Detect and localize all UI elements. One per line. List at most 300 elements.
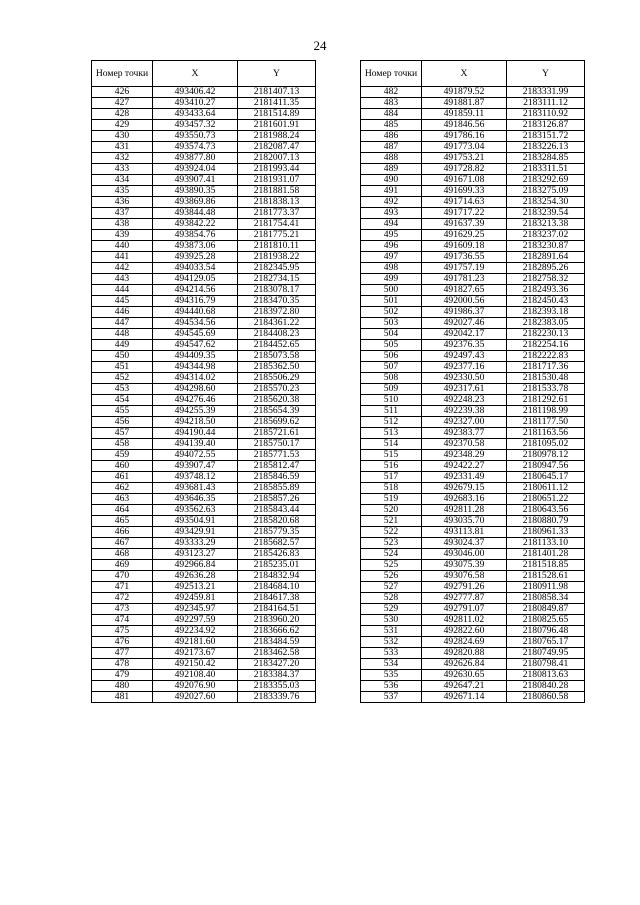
cell-point-number: 487 (361, 142, 422, 153)
table-row (92, 87, 316, 98)
cell-y: 2183339.76 (238, 692, 316, 703)
cell-x: 492248.23 (422, 395, 507, 406)
cell-point-number: 449 (92, 340, 153, 351)
cell-point-number: 489 (361, 164, 422, 175)
cell-point-number: 464 (92, 505, 153, 516)
table-row (361, 450, 585, 461)
cell-point-number: 527 (361, 582, 422, 593)
cell-y: 2182254.16 (507, 340, 585, 351)
cell-y: 2183078.17 (238, 285, 316, 296)
cell-point-number: 473 (92, 604, 153, 615)
cell-point-number: 525 (361, 560, 422, 571)
cell-x: 492459.81 (153, 593, 238, 604)
table-row (92, 659, 316, 670)
cell-point-number: 458 (92, 439, 153, 450)
table-row (92, 637, 316, 648)
cell-y: 2185362.50 (238, 362, 316, 373)
table-row (361, 527, 585, 538)
cell-x: 493046.00 (422, 549, 507, 560)
cell-point-number: 536 (361, 681, 422, 692)
table-row (361, 197, 585, 208)
cell-x: 491714.63 (422, 197, 507, 208)
cell-y: 2185620.38 (238, 395, 316, 406)
cell-y: 2180651.22 (507, 494, 585, 505)
table-row (361, 307, 585, 318)
table-header-row (92, 61, 316, 87)
cell-point-number: 477 (92, 648, 153, 659)
cell-y: 2182230.13 (507, 329, 585, 340)
cell-point-number: 533 (361, 648, 422, 659)
cell-point-number: 530 (361, 615, 422, 626)
table-row (92, 153, 316, 164)
cell-x: 491773.04 (422, 142, 507, 153)
table-row (361, 230, 585, 241)
cell-y: 2184408.23 (238, 329, 316, 340)
cell-y: 2180825.65 (507, 615, 585, 626)
cell-x: 492370.58 (422, 439, 507, 450)
table-row (361, 98, 585, 109)
cell-point-number: 501 (361, 296, 422, 307)
table-row (361, 593, 585, 604)
cell-point-number: 461 (92, 472, 153, 483)
cell-x: 492327.00 (422, 417, 507, 428)
cell-x: 492348.29 (422, 450, 507, 461)
cell-point-number: 444 (92, 285, 153, 296)
table-row (361, 373, 585, 384)
table-row (92, 670, 316, 681)
cell-y: 2181881.58 (238, 186, 316, 197)
table-row (92, 395, 316, 406)
table-row (92, 417, 316, 428)
table-body-left (92, 87, 316, 703)
cell-point-number: 456 (92, 417, 153, 428)
header-point-number: Номер точки (361, 61, 422, 87)
cell-point-number: 481 (92, 692, 153, 703)
cell-y: 2185073.58 (238, 351, 316, 362)
cell-point-number: 529 (361, 604, 422, 615)
cell-y: 2185779.35 (238, 527, 316, 538)
table-row (361, 109, 585, 120)
table-row (361, 461, 585, 472)
table-row (92, 604, 316, 615)
cell-point-number: 507 (361, 362, 422, 373)
table-row (92, 296, 316, 307)
table-row (361, 516, 585, 527)
cell-x: 494344.98 (153, 362, 238, 373)
cell-y: 2180947.56 (507, 461, 585, 472)
cell-point-number: 433 (92, 164, 153, 175)
table-row (92, 516, 316, 527)
cell-y: 2180643.56 (507, 505, 585, 516)
cell-y: 2180798.41 (507, 659, 585, 670)
cell-x: 493035.70 (422, 516, 507, 527)
cell-point-number: 467 (92, 538, 153, 549)
cell-y: 2181775.21 (238, 230, 316, 241)
cell-x: 493574.73 (153, 142, 238, 153)
table-row (361, 406, 585, 417)
cell-y: 2182087.47 (238, 142, 316, 153)
cell-point-number: 432 (92, 153, 153, 164)
table-row (361, 318, 585, 329)
table-row (361, 494, 585, 505)
table-row (92, 109, 316, 120)
cell-y: 2184361.22 (238, 318, 316, 329)
table-row (361, 186, 585, 197)
cell-point-number: 532 (361, 637, 422, 648)
cell-point-number: 531 (361, 626, 422, 637)
cell-x: 492636.28 (153, 571, 238, 582)
cell-x: 491786.16 (422, 131, 507, 142)
cell-point-number: 430 (92, 131, 153, 142)
cell-point-number: 440 (92, 241, 153, 252)
cell-point-number: 479 (92, 670, 153, 681)
table-row (361, 538, 585, 549)
cell-x: 492422.27 (422, 461, 507, 472)
table-row (361, 142, 585, 153)
cell-y: 2183111.12 (507, 98, 585, 109)
cell-x: 492330.50 (422, 373, 507, 384)
cell-x: 492383.77 (422, 428, 507, 439)
cell-y: 2183331.99 (507, 87, 585, 98)
cell-x: 492173.67 (153, 648, 238, 659)
cell-x: 494276.46 (153, 395, 238, 406)
cell-point-number: 448 (92, 329, 153, 340)
cell-y: 2181754.41 (238, 219, 316, 230)
cell-y: 2185812.47 (238, 461, 316, 472)
cell-y: 2181938.22 (238, 252, 316, 263)
cell-point-number: 453 (92, 384, 153, 395)
cell-point-number: 518 (361, 483, 422, 494)
cell-x: 491699.33 (422, 186, 507, 197)
cell-y: 2185235.01 (238, 560, 316, 571)
cell-x: 492820.88 (422, 648, 507, 659)
cell-point-number: 485 (361, 120, 422, 131)
cell-point-number: 488 (361, 153, 422, 164)
table-row (361, 483, 585, 494)
cell-point-number: 451 (92, 362, 153, 373)
cell-y: 2181931.07 (238, 175, 316, 186)
cell-point-number: 475 (92, 626, 153, 637)
cell-y: 2182222.83 (507, 351, 585, 362)
cell-point-number: 443 (92, 274, 153, 285)
cell-x: 493333.29 (153, 538, 238, 549)
cell-x: 491986.37 (422, 307, 507, 318)
cell-x: 493504.91 (153, 516, 238, 527)
cell-point-number: 457 (92, 428, 153, 439)
cell-point-number: 535 (361, 670, 422, 681)
cell-x: 491717.22 (422, 208, 507, 219)
cell-point-number: 510 (361, 395, 422, 406)
cell-x: 494534.56 (153, 318, 238, 329)
cell-x: 492317.61 (422, 384, 507, 395)
cell-y: 2180813.63 (507, 670, 585, 681)
table-row (92, 340, 316, 351)
cell-x: 494545.69 (153, 329, 238, 340)
cell-point-number: 471 (92, 582, 153, 593)
table-row (92, 252, 316, 263)
cell-y: 2185682.57 (238, 538, 316, 549)
cell-point-number: 436 (92, 197, 153, 208)
cell-y: 2181163.56 (507, 428, 585, 439)
cell-y: 2180860.58 (507, 692, 585, 703)
cell-x: 493076.58 (422, 571, 507, 582)
cell-y: 2181533.78 (507, 384, 585, 395)
table-row (92, 494, 316, 505)
cell-x: 492822.60 (422, 626, 507, 637)
table-row (92, 120, 316, 131)
table-row (92, 263, 316, 274)
table-row (361, 439, 585, 450)
table-row (361, 615, 585, 626)
cell-point-number: 476 (92, 637, 153, 648)
cell-y: 2181773.37 (238, 208, 316, 219)
cell-x: 493907.41 (153, 175, 238, 186)
cell-y: 2182383.05 (507, 318, 585, 329)
cell-x: 493907.47 (153, 461, 238, 472)
table-row (92, 164, 316, 175)
cell-x: 494129.05 (153, 274, 238, 285)
table-row (92, 384, 316, 395)
cell-x: 493877.80 (153, 153, 238, 164)
cell-point-number: 496 (361, 241, 422, 252)
cell-y: 2181810.11 (238, 241, 316, 252)
table-row (361, 648, 585, 659)
cell-y: 2183151.72 (507, 131, 585, 142)
table-row (361, 362, 585, 373)
cell-y: 2182895.26 (507, 263, 585, 274)
cell-x: 492791.07 (422, 604, 507, 615)
cell-y: 2184452.65 (238, 340, 316, 351)
cell-y: 2181177.50 (507, 417, 585, 428)
cell-y: 2180880.79 (507, 516, 585, 527)
cell-point-number: 521 (361, 516, 422, 527)
cell-point-number: 490 (361, 175, 422, 186)
table-row (361, 153, 585, 164)
cell-y: 2180978.12 (507, 450, 585, 461)
cell-point-number: 470 (92, 571, 153, 582)
cell-x: 492027.60 (153, 692, 238, 703)
cell-point-number: 445 (92, 296, 153, 307)
table-row (361, 208, 585, 219)
cell-x: 491757.19 (422, 263, 507, 274)
cell-x: 492671.14 (422, 692, 507, 703)
cell-y: 2180765.17 (507, 637, 585, 648)
table-row (361, 219, 585, 230)
cell-y: 2185857.26 (238, 494, 316, 505)
cell-point-number: 511 (361, 406, 422, 417)
cell-y: 2182734.15 (238, 274, 316, 285)
table-row (361, 120, 585, 131)
table-row (361, 549, 585, 560)
cell-x: 492331.49 (422, 472, 507, 483)
cell-x: 491736.55 (422, 252, 507, 263)
cell-x: 491671.08 (422, 175, 507, 186)
cell-point-number: 478 (92, 659, 153, 670)
cell-y: 2183311.51 (507, 164, 585, 175)
cell-y: 2180840.28 (507, 681, 585, 692)
cell-y: 2185771.53 (238, 450, 316, 461)
cell-y: 2183355.03 (238, 681, 316, 692)
cell-point-number: 523 (361, 538, 422, 549)
cell-y: 2181411.35 (238, 98, 316, 109)
cell-y: 2185820.68 (238, 516, 316, 527)
cell-point-number: 509 (361, 384, 422, 395)
cell-y: 2185506.29 (238, 373, 316, 384)
cell-x: 494190.44 (153, 428, 238, 439)
table-row (92, 582, 316, 593)
cell-x: 493024.37 (422, 538, 507, 549)
cell-point-number: 447 (92, 318, 153, 329)
table-row (361, 571, 585, 582)
cell-point-number: 506 (361, 351, 422, 362)
cell-point-number: 484 (361, 109, 422, 120)
table-row (361, 274, 585, 285)
header-x: X (422, 61, 507, 87)
cell-point-number: 429 (92, 120, 153, 131)
header-x: X (153, 61, 238, 87)
cell-y: 2184617.38 (238, 593, 316, 604)
table-row (361, 560, 585, 571)
cell-point-number: 482 (361, 87, 422, 98)
cell-x: 494139.40 (153, 439, 238, 450)
cell-y: 2180858.34 (507, 593, 585, 604)
cell-point-number: 503 (361, 318, 422, 329)
cell-y: 2182007.13 (238, 153, 316, 164)
cell-y: 2183484.59 (238, 637, 316, 648)
table-row (361, 417, 585, 428)
cell-y: 2181514.89 (238, 109, 316, 120)
table-row (92, 505, 316, 516)
cell-point-number: 431 (92, 142, 153, 153)
table-row (92, 593, 316, 604)
table-row (361, 626, 585, 637)
cell-y: 2183666.62 (238, 626, 316, 637)
table-row (361, 241, 585, 252)
cell-x: 492027.46 (422, 318, 507, 329)
cell-point-number: 480 (92, 681, 153, 692)
cell-point-number: 486 (361, 131, 422, 142)
table-row (361, 670, 585, 681)
cell-point-number: 442 (92, 263, 153, 274)
cell-point-number: 513 (361, 428, 422, 439)
cell-y: 2181993.44 (238, 164, 316, 175)
cell-point-number: 465 (92, 516, 153, 527)
cell-y: 2182450.43 (507, 296, 585, 307)
cell-point-number: 520 (361, 505, 422, 516)
cell-point-number: 528 (361, 593, 422, 604)
cell-y: 2180645.17 (507, 472, 585, 483)
cell-x: 494316.79 (153, 296, 238, 307)
table-row (92, 461, 316, 472)
cell-x: 491827.65 (422, 285, 507, 296)
cell-point-number: 504 (361, 329, 422, 340)
table-row (92, 175, 316, 186)
cell-y: 2181518.85 (507, 560, 585, 571)
cell-y: 2180911.98 (507, 582, 585, 593)
table-row (361, 384, 585, 395)
header-y: Y (238, 61, 316, 87)
cell-x: 491637.39 (422, 219, 507, 230)
cell-x: 493844.48 (153, 208, 238, 219)
cell-y: 2180749.95 (507, 648, 585, 659)
table-row (92, 406, 316, 417)
cell-y: 2181528.61 (507, 571, 585, 582)
cell-x: 491629.25 (422, 230, 507, 241)
cell-x: 491728.82 (422, 164, 507, 175)
cell-x: 493433.64 (153, 109, 238, 120)
cell-point-number: 427 (92, 98, 153, 109)
header-y: Y (507, 61, 585, 87)
cell-y: 2185699.62 (238, 417, 316, 428)
cell-point-number: 434 (92, 175, 153, 186)
cell-x: 493925.28 (153, 252, 238, 263)
cell-point-number: 517 (361, 472, 422, 483)
cell-x: 493646.35 (153, 494, 238, 505)
table-row (92, 648, 316, 659)
table-row (92, 483, 316, 494)
table-row (361, 681, 585, 692)
cell-y: 2182493.36 (507, 285, 585, 296)
cell-point-number: 466 (92, 527, 153, 538)
cell-y: 2182393.18 (507, 307, 585, 318)
table-row (92, 274, 316, 285)
cell-x: 494033.54 (153, 263, 238, 274)
cell-x: 494214.56 (153, 285, 238, 296)
cell-x: 493869.86 (153, 197, 238, 208)
cell-point-number: 514 (361, 439, 422, 450)
cell-y: 2183237.02 (507, 230, 585, 241)
table-row (361, 131, 585, 142)
cell-x: 494440.68 (153, 307, 238, 318)
cell-point-number: 516 (361, 461, 422, 472)
header-point-number: Номер точки (92, 61, 153, 87)
cell-y: 2183470.35 (238, 296, 316, 307)
cell-x: 492791.26 (422, 582, 507, 593)
cell-x: 494314.02 (153, 373, 238, 384)
table-row (92, 626, 316, 637)
cell-point-number: 459 (92, 450, 153, 461)
cell-y: 2180611.12 (507, 483, 585, 494)
cell-x: 493123.27 (153, 549, 238, 560)
table-row (92, 307, 316, 318)
cell-point-number: 474 (92, 615, 153, 626)
coordinates-table-right (360, 60, 585, 703)
cell-y: 2185846.59 (238, 472, 316, 483)
cell-x: 492824.69 (422, 637, 507, 648)
table-row (92, 230, 316, 241)
cell-x: 494218.50 (153, 417, 238, 428)
cell-x: 491609.18 (422, 241, 507, 252)
cell-point-number: 508 (361, 373, 422, 384)
cell-y: 2181401.28 (507, 549, 585, 560)
table-row (92, 318, 316, 329)
cell-point-number: 505 (361, 340, 422, 351)
cell-x: 493890.35 (153, 186, 238, 197)
cell-point-number: 437 (92, 208, 153, 219)
cell-x: 492076.90 (153, 681, 238, 692)
cell-y: 2183462.58 (238, 648, 316, 659)
cell-y: 2181198.99 (507, 406, 585, 417)
table-body-right (361, 87, 585, 703)
cell-y: 2183110.92 (507, 109, 585, 120)
cell-x: 493681.43 (153, 483, 238, 494)
table-row (361, 175, 585, 186)
cell-y: 2183226.13 (507, 142, 585, 153)
cell-y: 2185843.44 (238, 505, 316, 516)
cell-x: 492108.40 (153, 670, 238, 681)
cell-point-number: 452 (92, 373, 153, 384)
cell-point-number: 497 (361, 252, 422, 263)
